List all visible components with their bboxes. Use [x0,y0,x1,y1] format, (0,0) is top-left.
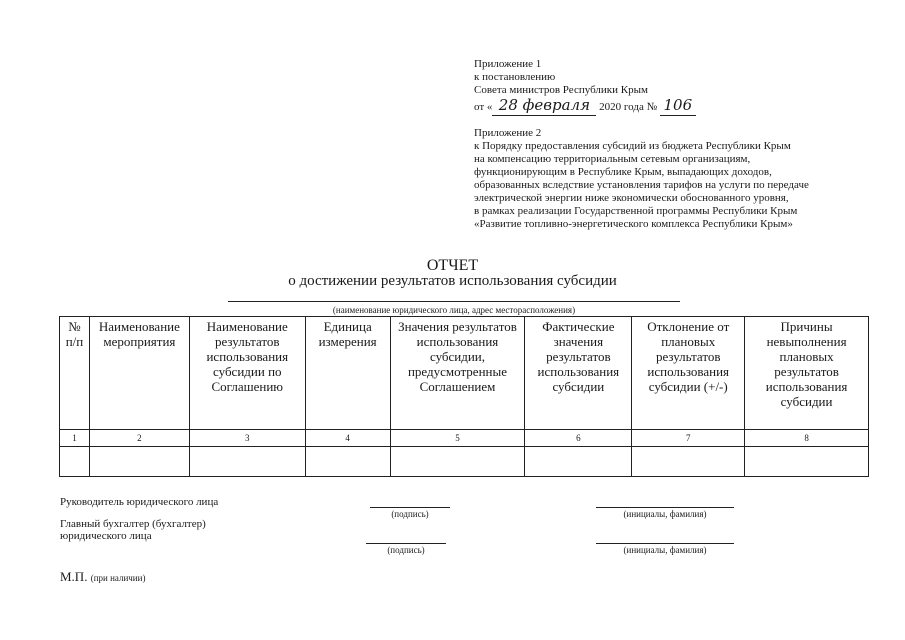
appendix-2-line-0: к Порядку предоставления субсидий из бюджета Республики Крым [474,140,791,152]
column-number: 4 [305,430,390,447]
column-number: 8 [745,430,869,447]
appendix-1-line-2: Совета министров Республики Крым [474,84,648,96]
accountant-signature-caption: (подпись) [387,545,425,555]
column-number: 1 [60,430,90,447]
report-table [59,316,869,477]
head-name-caption: (инициалы, фамилия) [623,509,707,519]
header-planned-values: Значения результатов использования субсидии, предусмотренные Соглашением [390,317,525,430]
accountant-signature-line[interactable] [366,543,446,544]
appendix-2-title: Приложение 2 [474,127,542,139]
appendix-1-date-line [474,97,874,113]
head-name-line[interactable] [596,507,734,508]
table-row [60,447,869,477]
appendix-1-title: Приложение 1 [474,58,542,70]
table-cell[interactable] [89,447,189,477]
header-deviation: Отклонение от плановых результатов использования субсидии (+/-) [632,317,745,430]
handwritten-number: 106 [663,96,693,114]
table-cell[interactable] [60,447,90,477]
appendix-2-line-5: в рамках реализации Государственной программы Республики Крым [474,205,798,217]
report-title: ОТЧЕТ [426,257,479,274]
header-unit: Единица измерения [305,317,390,430]
header-results-agreement: Наименование результатов использования субсидии по Соглашению [189,317,305,430]
column-number: 7 [632,430,745,447]
table-cell[interactable] [305,447,390,477]
header-actual-values: Фактические значения результатов использования субсидии [525,317,632,430]
appendix-2-line-6: «Развитие топливно-энергетического комплекса Республики Крым» [474,218,793,230]
handwritten-date: 28 февраля [498,96,591,114]
accountant-label-1: Главный бухгалтер (бухгалтер) [60,518,206,530]
report-subtitle: о достижении результатов использования субсидии [288,273,617,289]
table-cell[interactable] [189,447,305,477]
stamp-note: (при наличии) [90,573,146,583]
table-cell[interactable] [745,447,869,477]
table-header-row [60,317,869,430]
stamp-label: М.П. [60,569,88,584]
column-number: 3 [189,430,305,447]
stamp-place [60,569,145,585]
appendix-block [474,58,874,231]
column-number: 5 [390,430,525,447]
header-event: Наименование мероприятия [89,317,189,430]
appendix-2-line-1: на компенсацию территориальным сетевым организациям, [474,153,751,165]
table-cell[interactable] [525,447,632,477]
head-signature-caption: (подпись) [391,509,429,519]
appendix-2-line-2: функционирующим в Республике Крым, выпадающих доходов, [474,166,772,178]
column-number: 2 [89,430,189,447]
head-signature-label: Руководитель юридического лица [60,496,219,508]
column-number: 6 [525,430,632,447]
table-number-row [60,430,869,447]
org-name-line [228,301,680,302]
date-suffix: 2020 года № [599,101,658,113]
accountant-label-2: юридического лица [60,530,152,542]
appendix-1-line-1: к постановлению [474,71,556,83]
table-cell[interactable] [390,447,525,477]
appendix-2-line-3: образованных вследствие установления тарифов на услуги по передаче [474,179,809,191]
appendix-2-line-4: электрической энергии ниже экономически обоснованного уровня, [474,192,789,204]
header-number: № п/п [60,317,90,430]
date-prefix: от « [474,101,493,113]
org-name-caption: (наименование юридического лица, адрес месторасположения) [332,305,576,315]
accountant-name-caption: (инициалы, фамилия) [623,545,707,555]
accountant-name-line[interactable] [596,543,734,544]
header-reasons: Причины невыполнения плановых результатов использования субсидии [745,317,869,430]
table-cell[interactable] [632,447,745,477]
head-signature-line[interactable] [370,507,450,508]
